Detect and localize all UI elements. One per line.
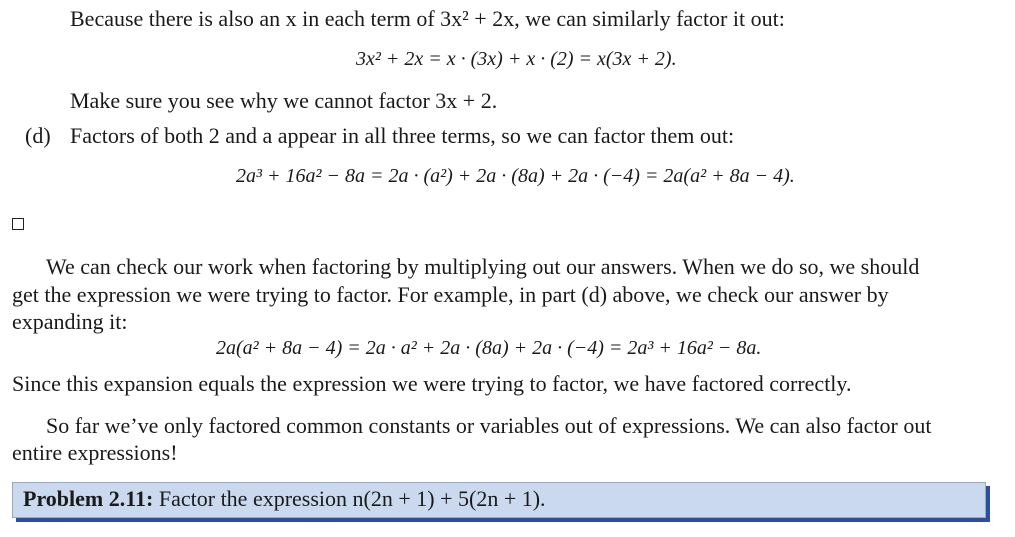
problem-statement	[23, 486, 546, 512]
problem-label: Problem 2.11:	[23, 486, 154, 511]
check-paragraph-line-3: expanding it:	[12, 309, 128, 334]
note-c: Make sure you see why we cannot factor 3x + 2.	[70, 88, 498, 113]
problem-text: Factor the expression n(2n + 1) + 5(2n + 1).	[158, 486, 546, 511]
part-d-text: Factors of both 2 and a appear in all three terms, so we can factor them out:	[70, 123, 735, 148]
check-paragraph-line-1: We can check our work when factoring by multiplying out our answers. When we do so, we should	[46, 254, 920, 279]
part-d-label: (d)	[25, 123, 51, 148]
qed-box-icon	[12, 218, 24, 230]
sofar-line-2: entire expressions!	[12, 440, 178, 465]
paragraph-c-intro: Because there is also an x in each term of 3x² + 2x, we can similarly factor it out:	[70, 6, 785, 31]
problem-box	[12, 482, 986, 518]
sofar-line-1: So far we’ve only factored common constants or variables out of expressions. We can also factor out	[46, 413, 932, 438]
since-line: Since this expansion equals the expression we were trying to factor, we have factored correctly.	[12, 371, 852, 396]
equation-check: 2a(a² + 8a − 4) = 2a · a² + 2a · (8a) + 2a · (−4) = 2a³ + 16a² − 8a.	[216, 337, 762, 359]
equation-c: 3x² + 2x = x · (3x) + x · (2) = x(3x + 2).	[356, 48, 677, 70]
check-paragraph-line-2: get the expression we were trying to factor. For example, in part (d) above, we check our answer by	[12, 282, 889, 307]
equation-d: 2a³ + 16a² − 8a = 2a · (a²) + 2a · (8a) + 2a · (−4) = 2a(a² + 8a − 4).	[236, 165, 795, 187]
